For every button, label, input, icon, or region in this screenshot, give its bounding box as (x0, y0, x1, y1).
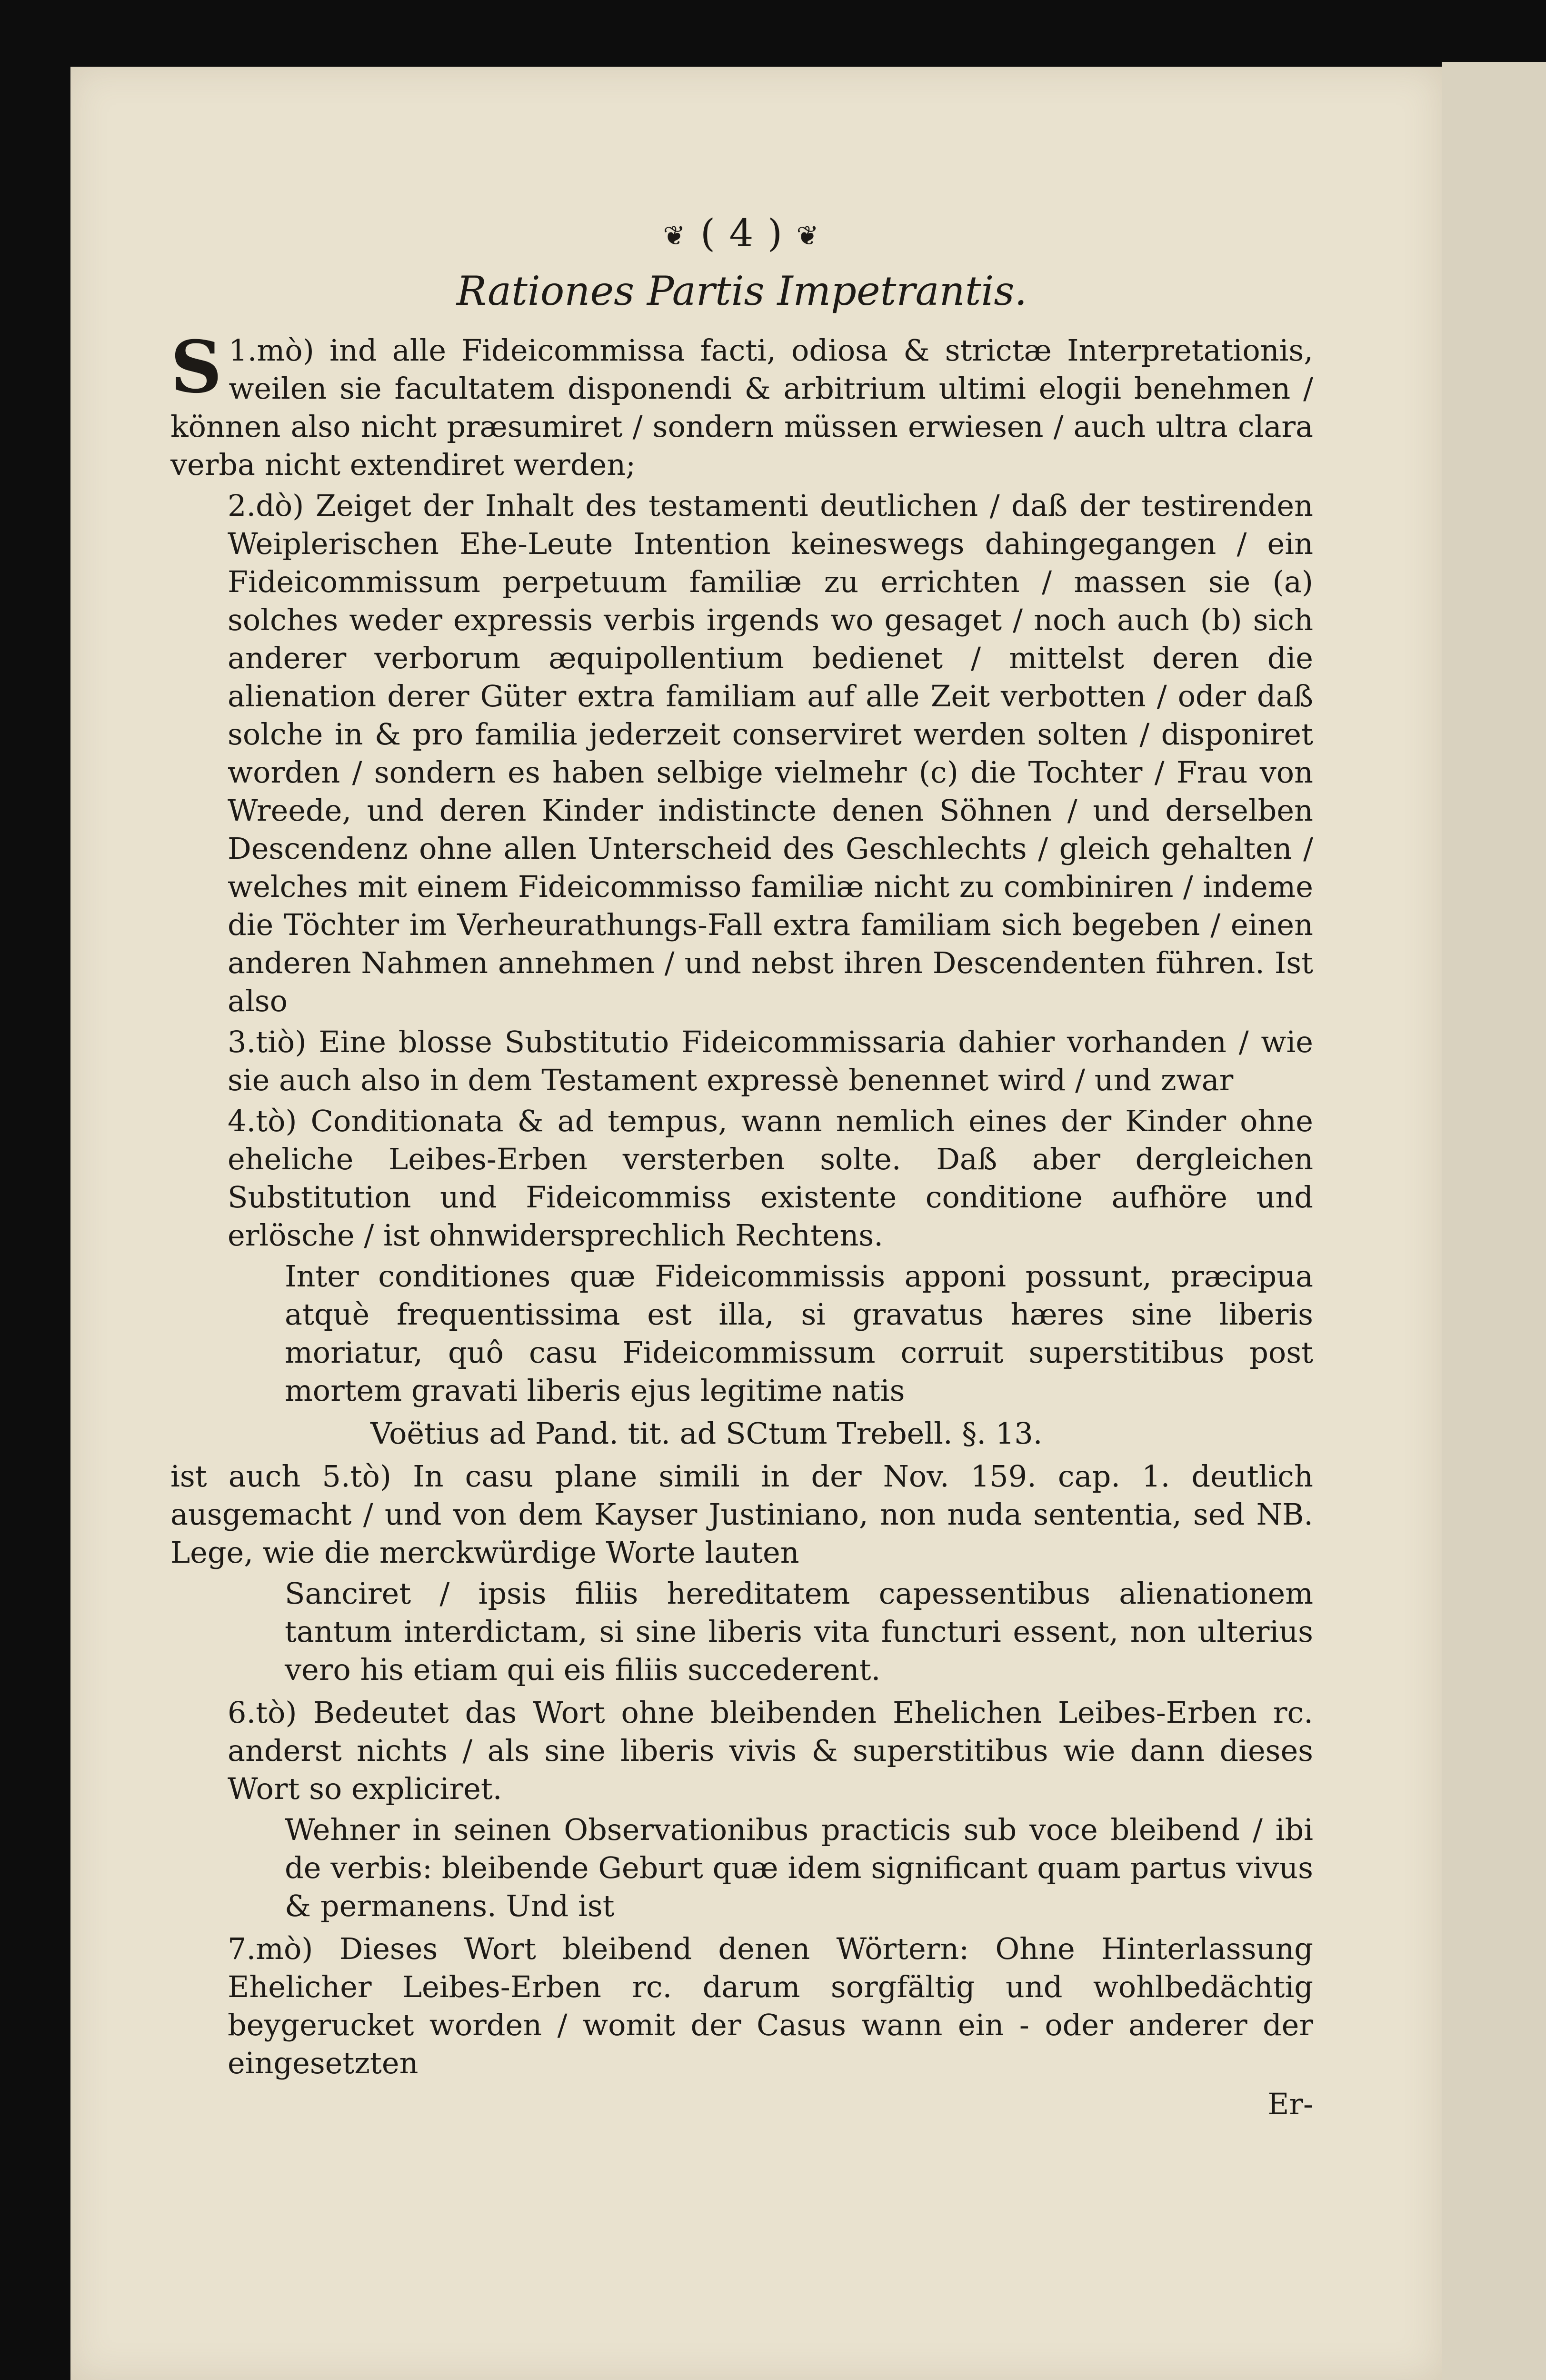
paragraph-text: Dieses Wort bleibend denen Wörtern: Ohne Hinterlassung Ehelicher Leibes-Erben rc. darum sorgfältig und wohlbedächtig beygerucket worden / womit der Casus wann ein - oder anderer der eingesetzten (228, 1931, 1313, 2080)
paragraph-text: ind alle Fideicommissa facti, odiosa & strictæ Interpretationis, weilen sie facultatem disponendi & arbitrium ultimi elogii benehmen / können also nicht præsumiret / sondern müssen erwiesen / auch ultra clara verba nicht extendiret werden; (170, 333, 1313, 482)
paragraph-6 (170, 1694, 1313, 1808)
page-subtitle: Rationes Partis Impetrantis. (456, 268, 1027, 314)
next-page-edge (1442, 62, 1546, 2380)
page-number: ( 4 ) (700, 211, 784, 255)
paragraph-4 (170, 1102, 1313, 1255)
paragraph-number: 6.tò) (228, 1695, 297, 1730)
quotation-2: Sanciret / ipsis filiis hereditatem capessentibus alienationem tantum interdictam, si sine liberis vita functuri essent, non ulterius vero his etiam qui eis filiis succederent. (285, 1576, 1313, 1687)
paragraph-number: 3.tiò) (228, 1024, 307, 1059)
drop-initial: S (170, 325, 222, 409)
page-header (170, 210, 1313, 260)
paragraph-text: Conditionata & ad tempus, wann nemlich eines der Kinder ohne eheliche Leibes-Erben versterben solte. Daß aber dergleichen Substitution und Fideicommiss existente conditione aufhöre und erlösche / ist ohnwidersprechlich Rechtens. (228, 1104, 1314, 1253)
paragraph-number: 1.mò) (229, 333, 314, 368)
paragraph-5 (170, 1457, 1313, 1572)
quotation-1: Inter conditiones quæ Fideicommissis apponi possunt, præcipua atquè frequentissima est illa, si gravatus hæres sine liberis moriatur, quô casu Fideicommissum corruit superstitibus post mortem gravati liberis ejus legitime natis (285, 1259, 1313, 1408)
citation: Voëtius ad Pand. tit. ad SCtum Trebell. §. 13. (370, 1416, 1043, 1451)
paragraph-lead: ist auch (170, 1459, 301, 1494)
catchword: Er- (1267, 2087, 1313, 2121)
paragraph-text: Eine blosse Substitutio Fideicommissaria dahier vorhanden / wie sie auch also in dem Testament expressè benennet wird / und zwar (228, 1024, 1313, 1097)
paragraph-number: 5.tò) (322, 1459, 391, 1494)
paragraph-text: In casu plane simili in der Nov. 159. cap. 1. deutlich ausgemacht / und von dem Kayser Justiniano, non nuda sententia, sed NB. Lege, wie die merckwürdige Worte lauten (170, 1459, 1313, 1570)
paragraph-number: 4.tò) (228, 1104, 297, 1138)
paragraph-7 (170, 1930, 1313, 2082)
quotation-3: Wehner in seinen Observationibus practicis sub voce bleibend / ibi de verbis: bleibende Geburt quæ idem significant quam partus vivus & permanens. Und ist (285, 1812, 1313, 1923)
paragraph-1 (170, 325, 1313, 484)
ornament-left-icon: ❦ (663, 221, 688, 251)
paragraph-text: Bedeutet das Wort ohne bleibenden Ehelichen Leibes-Erben rc. anderst nichts / als sine liberis vivis & superstitibus wie dann dieses Wort so expliciret. (228, 1695, 1313, 1806)
page-text (170, 210, 1313, 2123)
ornament-right-icon: ❦ (796, 221, 821, 251)
paragraph-number: 2.dò) (228, 488, 304, 523)
paragraph-2 (170, 487, 1313, 1020)
paragraph-3 (170, 1023, 1313, 1099)
paragraph-text: Zeiget der Inhalt des testamenti deutlichen / daß der testirenden Weiplerischen Ehe-Leute Intention keineswegs dahingegangen / ein Fideicommissum perpetuum familiæ zu errichten / massen sie (a) solches weder expressis verbis irgends wo gesaget / noch auch (b) sich anderer verborum æquipollentium bedienet / mittelst deren die alienation derer Güter extra familiam auf alle Zeit verbotten / oder daß solche in & pro familia jederzeit conserviret werden solten / disponiret worden / sondern es haben selbige vielmehr (c) die Tochter / Frau von Wreede, und deren Kinder indistincte denen Söhnen / und derselben Descendenz ohne allen Unterscheid des Geschlechts / gleich gehalten / welches mit einem Fideicommisso familiæ nicht zu combiniren / indeme die Töchter im Verheurathungs-Fall extra familiam sich begeben / einen anderen Nahmen annehmen / und nebst ihren Descendenten führen. Ist also (228, 488, 1313, 1018)
paragraph-number: 7.mò) (228, 1931, 313, 1966)
